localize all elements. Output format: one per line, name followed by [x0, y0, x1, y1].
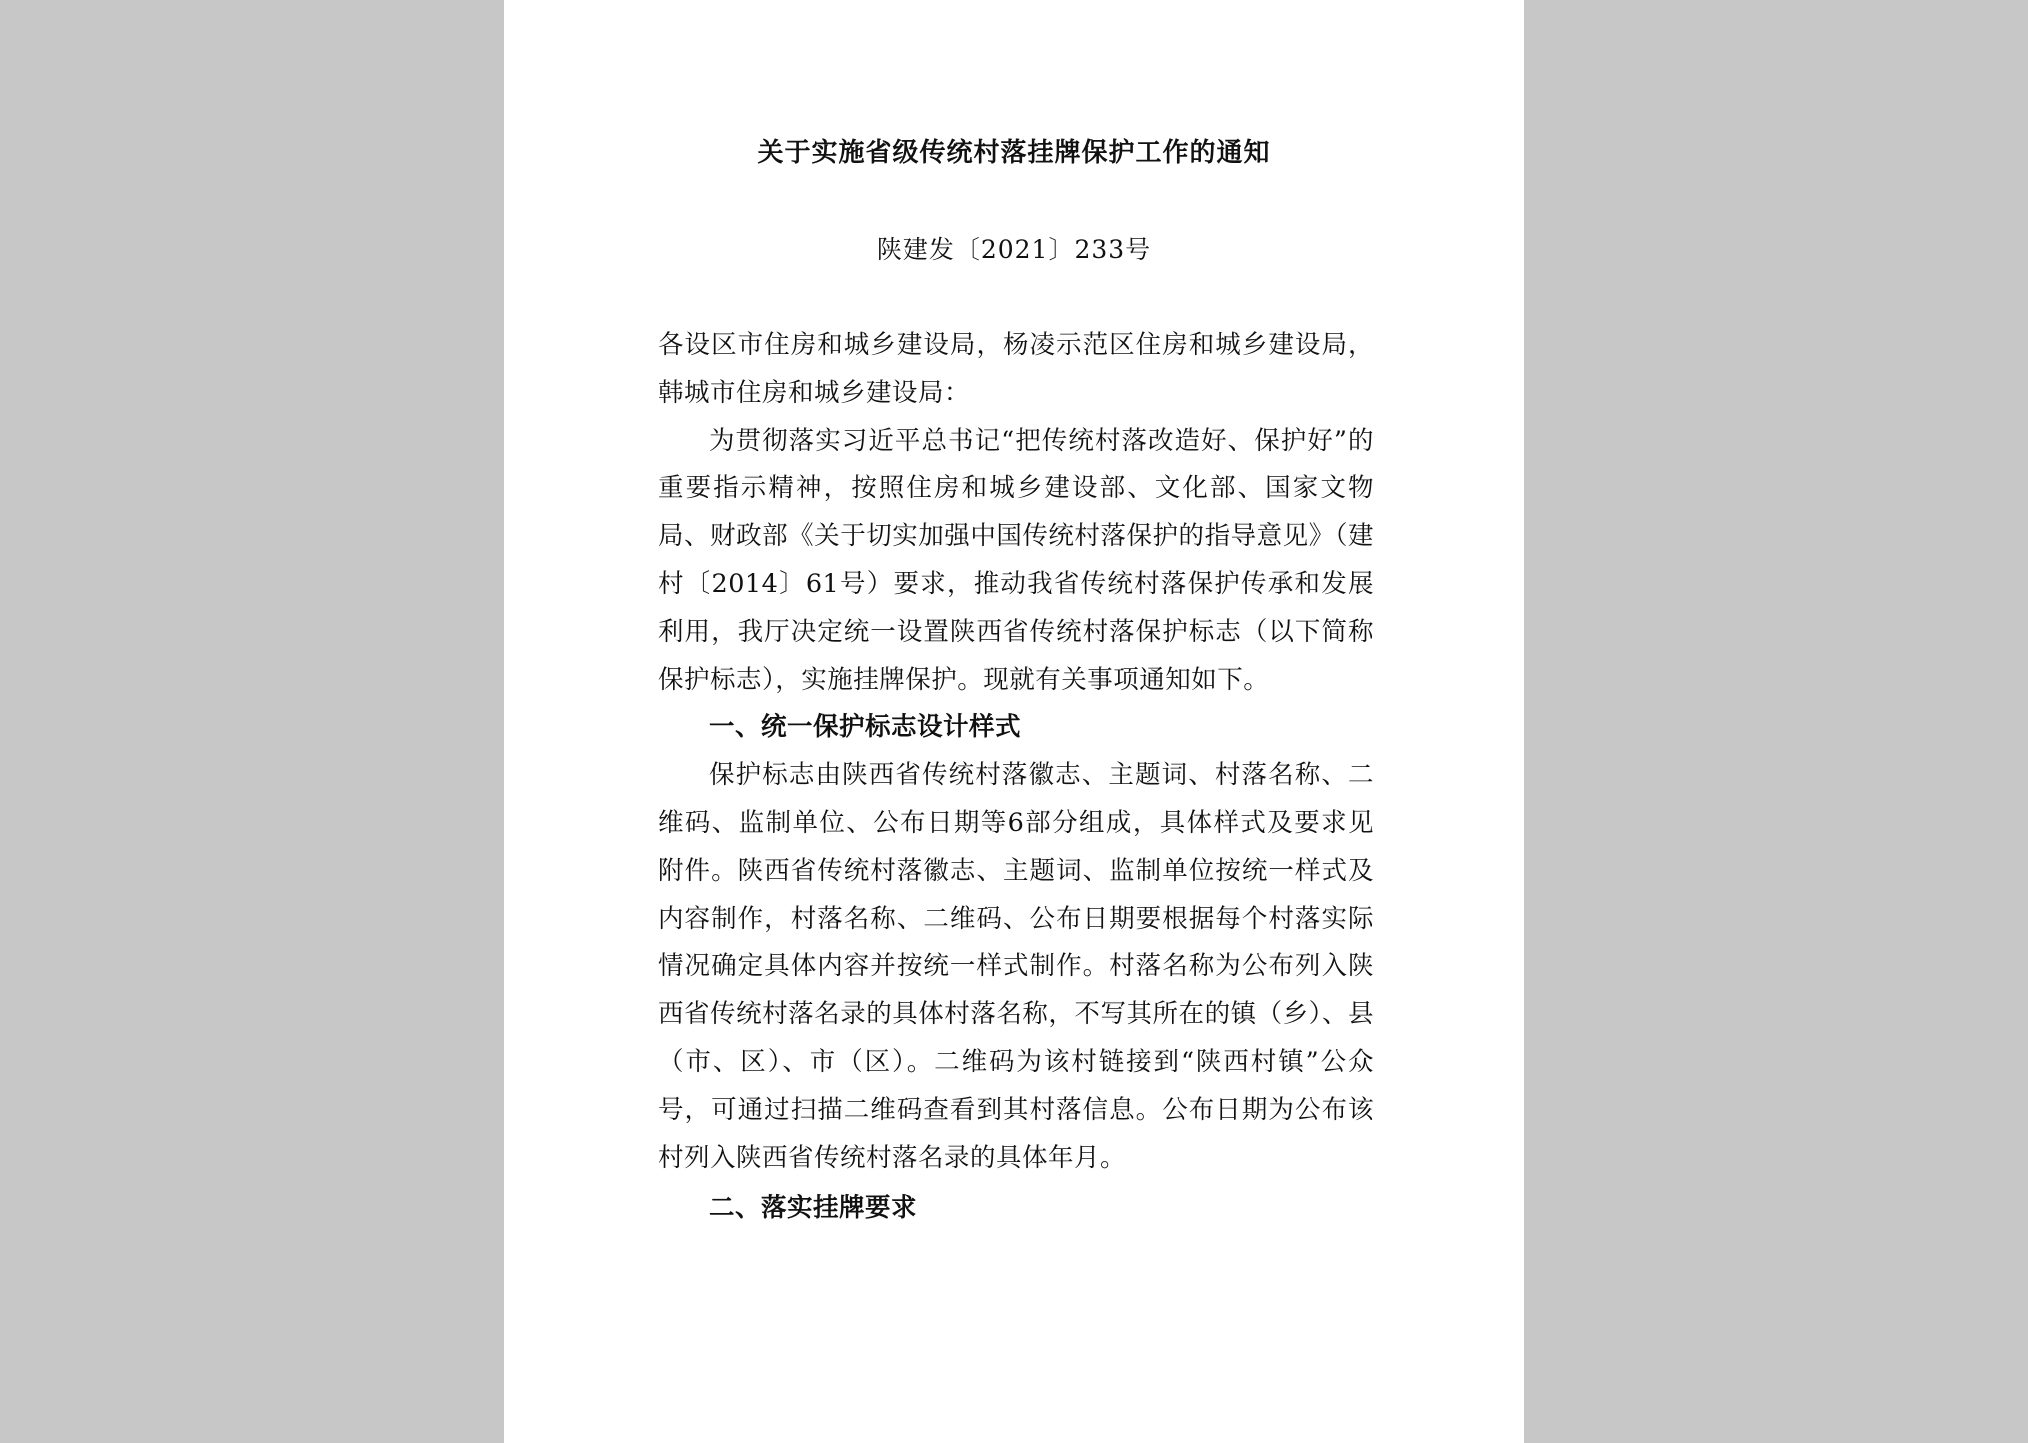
- intro-paragraph: 为贯彻落实习近平总书记“把传统村落改造好、保护好”的重要指示精神，按照住房和城乡建设部、文化部、国家文物局、财政部《关于切实加强中国传统村落保护的指导意见》（建村〔2014〕61号）要求，推动我省传统村落保护传承和发展利用，我厅决定统一设置陕西省传统村落保护标志（以下简称保护标志），实施挂牌保护。现就有关事项通知如下。: [658, 425, 1374, 695]
- document-body: [658, 322, 1374, 1233]
- document-number: 陕建发〔2021〕233号: [876, 235, 1152, 264]
- salutation: 各设区市住房和城乡建设局，杨凌示范区住房和城乡建设局，韩城市住房和城乡建设局：: [658, 330, 1374, 408]
- document-title: 关于实施省级传统村落挂牌保护工作的通知: [757, 138, 1271, 168]
- section-1-paragraph: 保护标志由陕西省传统村落徽志、主题词、村落名称、二维码、监制单位、公布日期等6部分组成，具体样式及要求见附件。陕西省传统村落徽志、主题词、监制单位按统一样式及内容制作，村落名称、二维码、公布日期要根据每个村落实际情况确定具体内容并按统一样式制作。村落名称为公布列入陕西省传统村落名录的具体村落名称，不写其所在的镇（乡）、县（市、区）、市（区）。二维码为该村链接到“陕西村镇”公众号，可通过扫描二维码查看到其村落信息。公布日期为公布该村列入陕西省传统村落名录的具体年月。: [658, 760, 1374, 1173]
- section-2-heading: 二、落实挂牌要求: [709, 1193, 918, 1224]
- document-page: [504, 0, 1524, 1443]
- section-1-heading: 一、统一保护标志设计样式: [709, 712, 1022, 743]
